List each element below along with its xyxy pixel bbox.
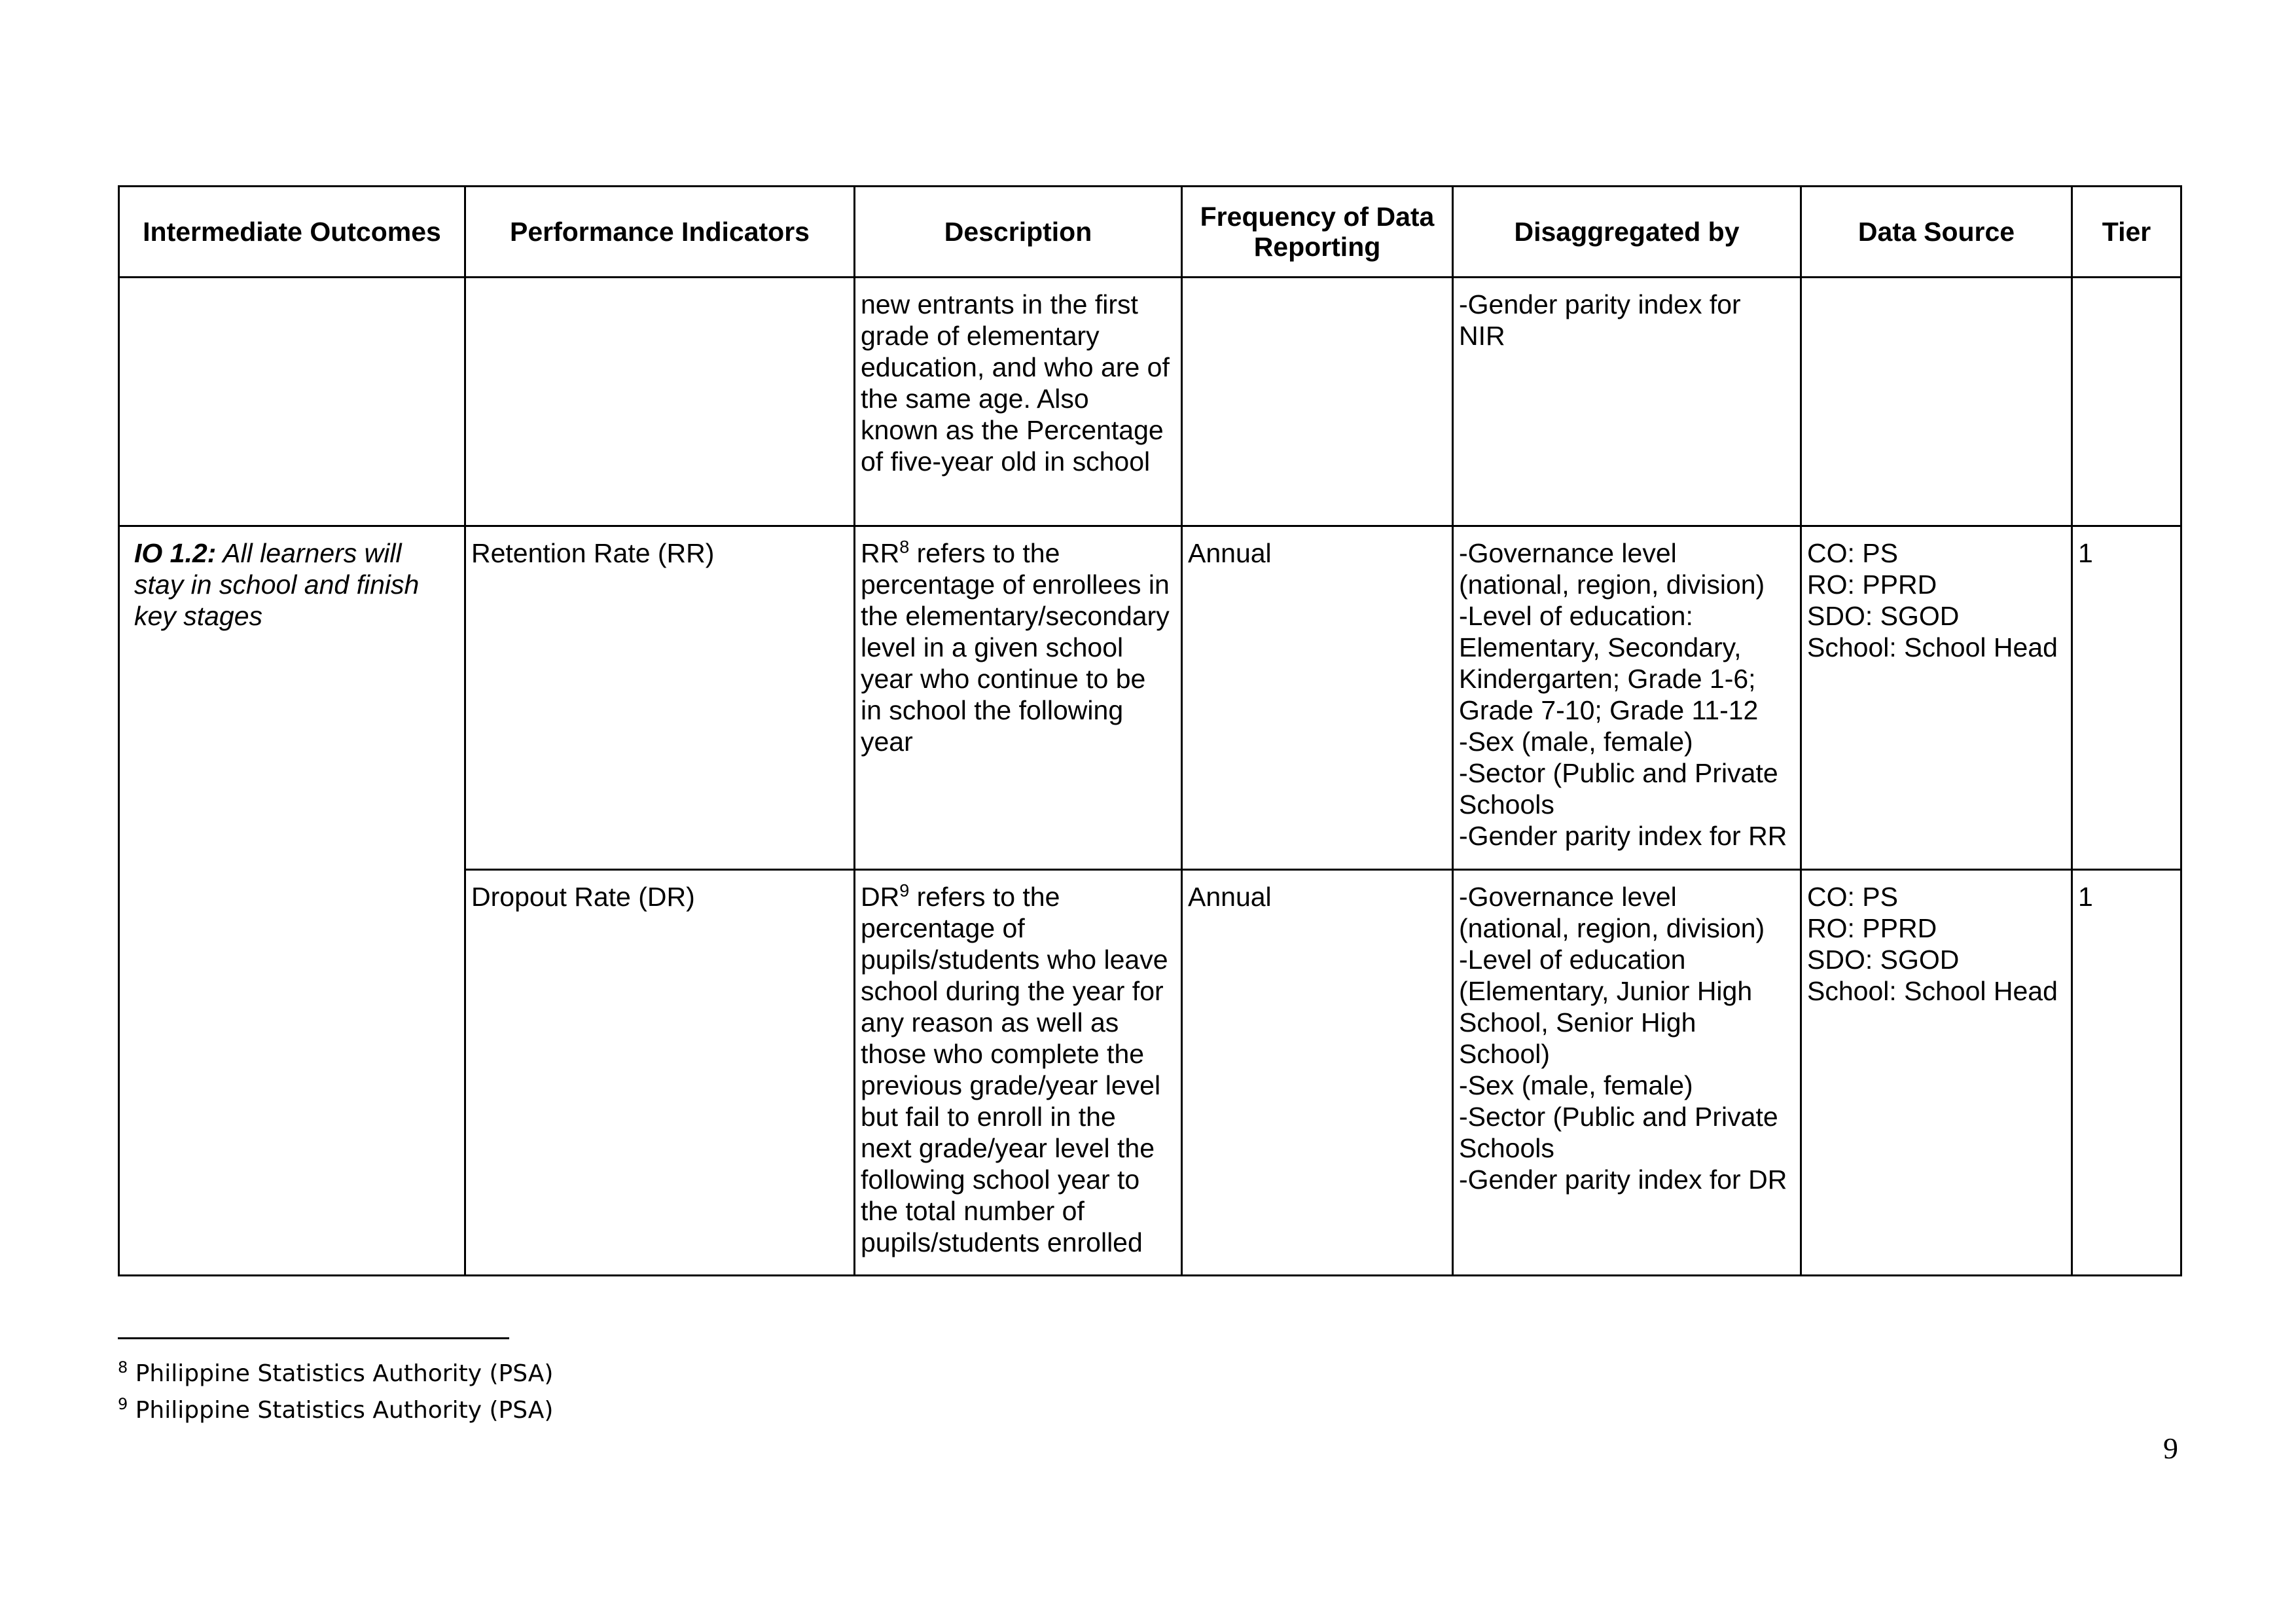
disaggregated-line: Grade 7-10; Grade 11-12 bbox=[1459, 695, 1759, 725]
disaggregated-line: (Elementary, Junior High bbox=[1459, 976, 1753, 1006]
header-disaggregated-by: Disaggregated by bbox=[1453, 187, 1801, 278]
frequency-cell bbox=[1182, 278, 1453, 526]
description-line: refers to the bbox=[909, 538, 1060, 568]
description-line: new entrants in the first bbox=[861, 289, 1138, 319]
disaggregated-line: Schools bbox=[1459, 789, 1554, 820]
disaggregated-line: Kindergarten; Grade 1-6; bbox=[1459, 664, 1756, 694]
description-line: pupils/students who leave bbox=[861, 945, 1168, 975]
data-source-line: School: School Head bbox=[1807, 976, 2058, 1006]
data-source-line: School: School Head bbox=[1807, 632, 2058, 662]
disaggregated-line: -Sex (male, female) bbox=[1459, 727, 1693, 757]
header-description: Description bbox=[855, 187, 1182, 278]
description-line: grade of elementary bbox=[861, 321, 1100, 351]
disaggregated-line: (national, region, division) bbox=[1459, 913, 1765, 943]
disaggregated-line: (national, region, division) bbox=[1459, 569, 1765, 600]
disaggregated-line: -Gender parity index for DR bbox=[1459, 1164, 1787, 1195]
outcome-cell bbox=[119, 278, 465, 526]
footnote-ref: 9 bbox=[899, 880, 910, 901]
footnote-text: Philippine Statistics Authority (PSA) bbox=[128, 1360, 554, 1387]
disaggregated-cell bbox=[1453, 278, 1801, 526]
description-line: education, and who are of bbox=[861, 352, 1170, 382]
header-frequency: Frequency of Data Reporting bbox=[1182, 187, 1453, 278]
outcome-label: IO 1.2: bbox=[134, 538, 217, 568]
description-prefix: RR bbox=[861, 538, 900, 568]
outcome-cell bbox=[119, 526, 465, 1276]
description-cell bbox=[855, 870, 1182, 1276]
frequency-value: Annual bbox=[1188, 538, 1272, 568]
description-line: previous grade/year level bbox=[861, 1070, 1161, 1100]
indicator-cell bbox=[465, 870, 855, 1276]
footnote-mark: 8 bbox=[118, 1358, 128, 1377]
tier-value: 1 bbox=[2078, 882, 2093, 912]
description-line: year bbox=[861, 727, 913, 757]
frequency-cell bbox=[1182, 870, 1453, 1276]
disaggregated-line: -Gender parity index for RR bbox=[1459, 821, 1787, 851]
disaggregated-line: Elementary, Secondary, bbox=[1459, 632, 1742, 662]
data-source-cell bbox=[1801, 526, 2072, 870]
description-line: those who complete the bbox=[861, 1039, 1145, 1069]
data-source-cell bbox=[1801, 870, 2072, 1276]
data-source-line: RO: PPRD bbox=[1807, 569, 1937, 600]
tier-cell bbox=[2072, 526, 2181, 870]
footnote-ref: 8 bbox=[899, 537, 910, 557]
description-cell bbox=[855, 526, 1182, 870]
header-performance-indicators: Performance Indicators bbox=[465, 187, 855, 278]
disaggregated-line: School) bbox=[1459, 1039, 1551, 1069]
description-line: level in a given school bbox=[861, 632, 1124, 662]
footnote-mark: 9 bbox=[118, 1395, 128, 1413]
description-line: of five-year old in school bbox=[861, 446, 1151, 477]
header-tier: Tier bbox=[2072, 187, 2181, 278]
tier-cell bbox=[2072, 870, 2181, 1276]
frequency-value: Annual bbox=[1188, 882, 1272, 912]
data-source-line: SDO: SGOD bbox=[1807, 945, 1960, 975]
data-source-line: RO: PPRD bbox=[1807, 913, 1937, 943]
indicator-cell bbox=[465, 526, 855, 870]
description-line: percentage of enrollees in bbox=[861, 569, 1170, 600]
description-line: any reason as well as bbox=[861, 1007, 1119, 1038]
outcome-text: All learners will bbox=[216, 538, 402, 568]
description-line: school during the year for bbox=[861, 976, 1164, 1006]
description-prefix: DR bbox=[861, 882, 900, 912]
description-line: the elementary/secondary bbox=[861, 601, 1170, 631]
indicator-retention-rate: Retention Rate (RR) bbox=[471, 538, 715, 568]
table-row bbox=[119, 526, 2181, 870]
description-line: following school year to bbox=[861, 1164, 1140, 1195]
data-source-line: CO: PS bbox=[1807, 538, 1898, 568]
footnote bbox=[118, 1360, 553, 1388]
disaggregated-line: -Level of education bbox=[1459, 945, 1686, 975]
header-intermediate-outcomes: Intermediate Outcomes bbox=[119, 187, 465, 278]
outcome-text: key stages bbox=[134, 601, 262, 631]
disaggregated-line: -Governance level bbox=[1459, 882, 1677, 912]
indicator-dropout-rate: Dropout Rate (DR) bbox=[471, 882, 695, 912]
footnote-separator bbox=[118, 1337, 509, 1339]
description-line: pupils/students enrolled bbox=[861, 1227, 1143, 1257]
description-line: the same age. Also bbox=[861, 384, 1089, 414]
disaggregated-cell bbox=[1453, 526, 1801, 870]
disaggregated-line: Schools bbox=[1459, 1133, 1554, 1163]
frequency-cell bbox=[1182, 526, 1453, 870]
description-line: but fail to enroll in the bbox=[861, 1102, 1116, 1132]
description-line: known as the Percentage bbox=[861, 415, 1164, 445]
header-data-source: Data Source bbox=[1801, 187, 2072, 278]
footnote bbox=[118, 1396, 553, 1425]
table-row bbox=[119, 278, 2181, 526]
disaggregated-line: -Level of education: bbox=[1459, 601, 1693, 631]
disaggregated-line: -Sector (Public and Private bbox=[1459, 758, 1778, 788]
tier-cell bbox=[2072, 278, 2181, 526]
description-line: year who continue to be bbox=[861, 664, 1146, 694]
disaggregated-cell bbox=[1453, 870, 1801, 1276]
disaggregated-line: -Sex (male, female) bbox=[1459, 1070, 1693, 1100]
description-cell bbox=[855, 278, 1182, 526]
header-row bbox=[119, 187, 2181, 278]
page-number: 9 bbox=[2163, 1432, 2178, 1465]
indicators-table bbox=[118, 185, 2182, 1276]
description-line: refers to the bbox=[909, 882, 1060, 912]
disaggregated-line: NIR bbox=[1459, 321, 1505, 351]
description-line: percentage of bbox=[861, 913, 1025, 943]
disaggregated-line: -Gender parity index for bbox=[1459, 289, 1741, 319]
description-line: next grade/year level the bbox=[861, 1133, 1155, 1163]
outcome-text: stay in school and finish bbox=[134, 569, 420, 600]
description-line: in school the following bbox=[861, 695, 1124, 725]
data-source-line: CO: PS bbox=[1807, 882, 1898, 912]
tier-value: 1 bbox=[2078, 538, 2093, 568]
footnote-text: Philippine Statistics Authority (PSA) bbox=[128, 1397, 554, 1424]
data-source-line: SDO: SGOD bbox=[1807, 601, 1960, 631]
description-line: the total number of bbox=[861, 1196, 1085, 1226]
data-source-cell bbox=[1801, 278, 2072, 526]
disaggregated-line: -Governance level bbox=[1459, 538, 1677, 568]
disaggregated-line: -Sector (Public and Private bbox=[1459, 1102, 1778, 1132]
disaggregated-line: School, Senior High bbox=[1459, 1007, 1696, 1038]
indicator-cell bbox=[465, 278, 855, 526]
